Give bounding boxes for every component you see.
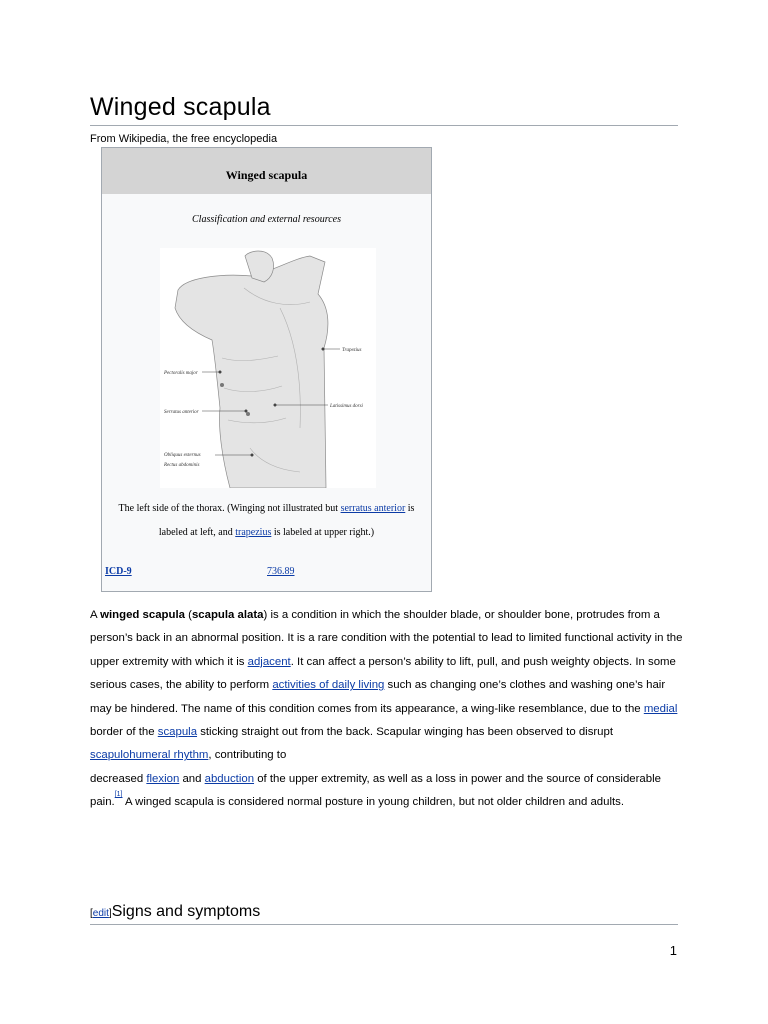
text: and bbox=[179, 772, 205, 785]
obliquus-label: Obliquus externus bbox=[164, 453, 201, 458]
caption-text: is labeled at upper right.) bbox=[271, 527, 375, 538]
term-scapula-alata: scapula alata bbox=[191, 609, 264, 621]
text: ( bbox=[184, 609, 192, 621]
thorax-illustration[interactable] bbox=[160, 248, 376, 488]
rectus-label: Rectus abdominis bbox=[164, 463, 200, 468]
text: A bbox=[90, 609, 101, 621]
icd9-link[interactable]: ICD-9 bbox=[105, 566, 132, 577]
caption-text: The left side of the thorax. (Winging not illustrated but bbox=[118, 503, 341, 514]
trapezius-link[interactable]: trapezius bbox=[235, 527, 272, 538]
text: such as changing one’s clothes and washing one’s hair may be hindered. The name of this condition comes from its appearance, a wing-like resemblance, due to the bbox=[90, 679, 666, 715]
infobox-title: Winged scapula bbox=[102, 148, 431, 194]
text: . It can affect a person’s ability to lift, pull, and push weighty objects. In some serious cases, the ability to perform bbox=[90, 655, 676, 692]
text: sticking straight out from the back. Scapular winging has been observed to disrupt bbox=[197, 726, 614, 739]
abduction-link[interactable]: abduction bbox=[204, 772, 255, 785]
intro-paragraph bbox=[90, 604, 684, 815]
flexion-link[interactable]: flexion bbox=[146, 772, 180, 785]
pectoralis-label: Pectoralis major bbox=[164, 371, 198, 376]
serratus-anterior-link[interactable]: serratus anterior bbox=[340, 503, 406, 514]
section-title: Signs and symptoms bbox=[111, 903, 261, 920]
icd9-code-link[interactable]: 736.89 bbox=[267, 566, 295, 577]
scapulohumeral-rhythm-link[interactable]: scapulohumeral rhythm bbox=[90, 749, 209, 762]
text: ) is a condition in which the shoulder blade, or shoulder bone, protrudes from a person’s back in an abnormal position. It is a rare condition with the potential to lead to limited functional activity in the upper extremity with which it is bbox=[90, 609, 683, 668]
serratus-label: Serratus anterior bbox=[164, 410, 199, 415]
article-subtitle: From Wikipedia, the free encyclopedia bbox=[90, 133, 278, 145]
text: , contributing to bbox=[208, 749, 287, 762]
adjacent-link[interactable]: adjacent bbox=[247, 655, 291, 668]
section-heading bbox=[90, 903, 678, 925]
trapezius-label: Trapezius bbox=[342, 348, 362, 353]
edit-bracket: [edit] bbox=[90, 908, 112, 919]
article-title: Winged scapula bbox=[90, 92, 678, 126]
text: A winged scapula is considered normal posture in young children, but not older children and adults. bbox=[122, 796, 624, 809]
caption-text: is labeled at left, and bbox=[158, 503, 415, 538]
page-number: 1 bbox=[669, 943, 677, 958]
medial-link[interactable]: medial bbox=[643, 702, 678, 715]
text: border of the bbox=[90, 726, 158, 739]
scapula-link[interactable]: scapula bbox=[157, 726, 198, 739]
infobox-caption bbox=[106, 497, 427, 545]
edit-link[interactable]: edit bbox=[92, 908, 109, 919]
term-winged-scapula: winged scapula bbox=[100, 609, 185, 621]
infobox bbox=[101, 147, 432, 592]
text: of the upper extremity, as well as a loss in power and the source of considerable pain. bbox=[90, 772, 661, 809]
text: decreased bbox=[90, 772, 147, 785]
activities-of-daily-living-link[interactable]: activities of daily living bbox=[272, 679, 385, 692]
reference-link[interactable]: [1] bbox=[114, 791, 123, 799]
latissimus-label: Latissimus dorsi bbox=[330, 404, 363, 409]
infobox-subtitle: Classification and external resources bbox=[192, 214, 341, 225]
